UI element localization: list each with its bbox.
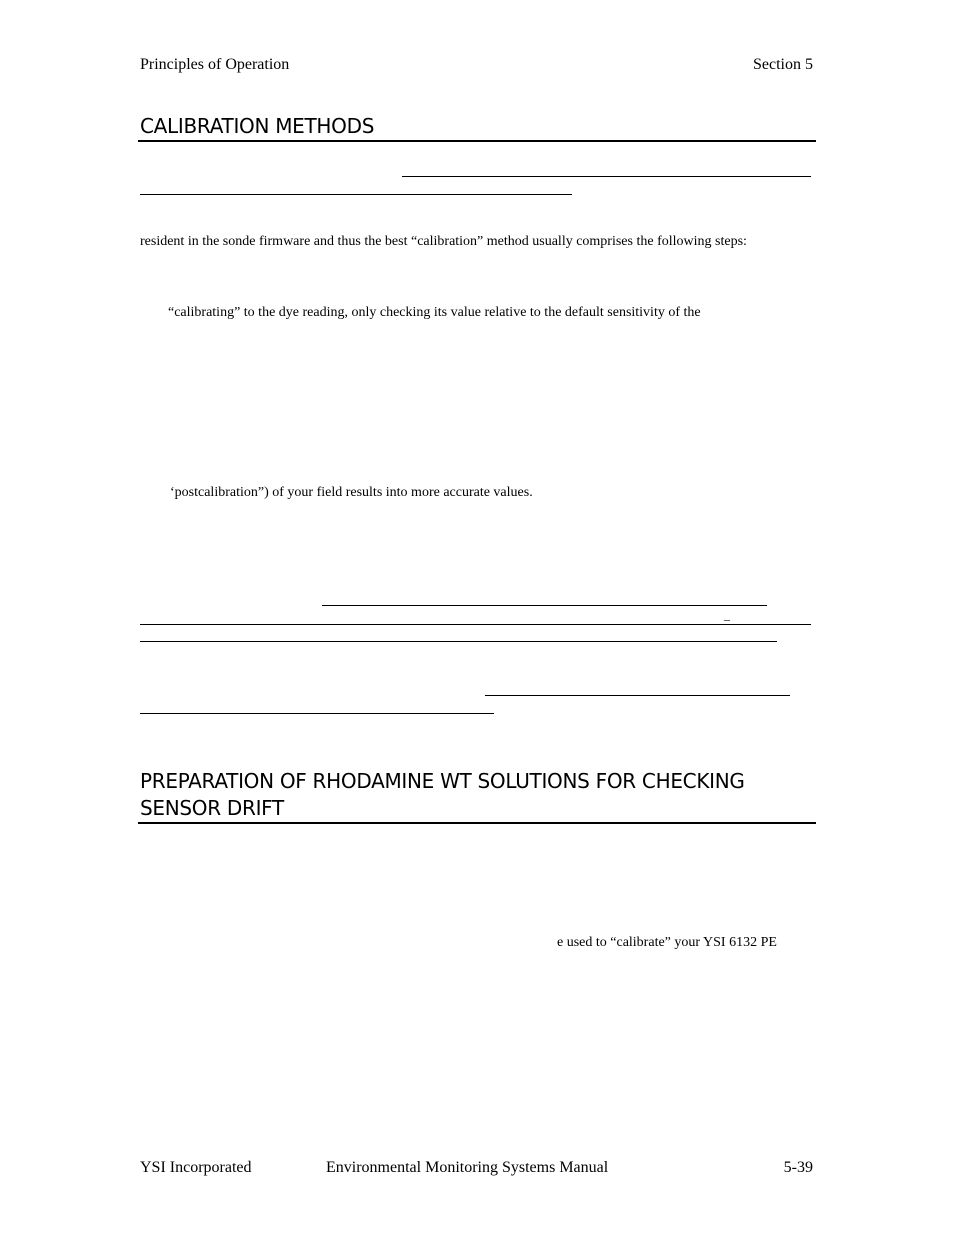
section-heading-preparation <box>140 768 745 822</box>
section-heading-line: SENSOR DRIFT <box>140 796 284 820</box>
body-text-line: ‘postcalibration”) of your field results into more accurate values. <box>170 485 533 500</box>
underline-fragment <box>140 713 494 714</box>
underline-fragment <box>322 605 767 606</box>
underline-fragment <box>140 624 811 625</box>
running-header-left: Principles of Operation <box>140 56 290 73</box>
underline-fragment <box>402 176 811 177</box>
body-text-line: e used to “calibrate” your YSI 6132 PE <box>557 935 777 950</box>
heading-rule <box>138 822 816 824</box>
footer-page-number: 5-39 <box>783 1159 813 1176</box>
section-heading-calibration-methods: CALIBRATION METHODS <box>140 114 375 138</box>
section-heading-line: PREPARATION OF RHODAMINE WT SOLUTIONS FOR CHECKING <box>140 769 745 793</box>
dash-mark: _ <box>724 608 730 622</box>
footer-company: YSI Incorporated <box>140 1159 252 1176</box>
heading-rule <box>138 140 816 142</box>
underline-fragment <box>485 695 790 696</box>
body-text-line: resident in the sonde firmware and thus the best “calibration” method usually comprises the following steps: <box>140 234 747 249</box>
underline-fragment <box>140 641 777 642</box>
body-text-line: “calibrating” to the dye reading, only checking its value relative to the default sensitivity of the <box>168 305 701 320</box>
underline-fragment <box>140 194 572 195</box>
footer-manual-title: Environmental Monitoring Systems Manual <box>326 1159 609 1176</box>
running-header-right: Section 5 <box>753 56 813 73</box>
